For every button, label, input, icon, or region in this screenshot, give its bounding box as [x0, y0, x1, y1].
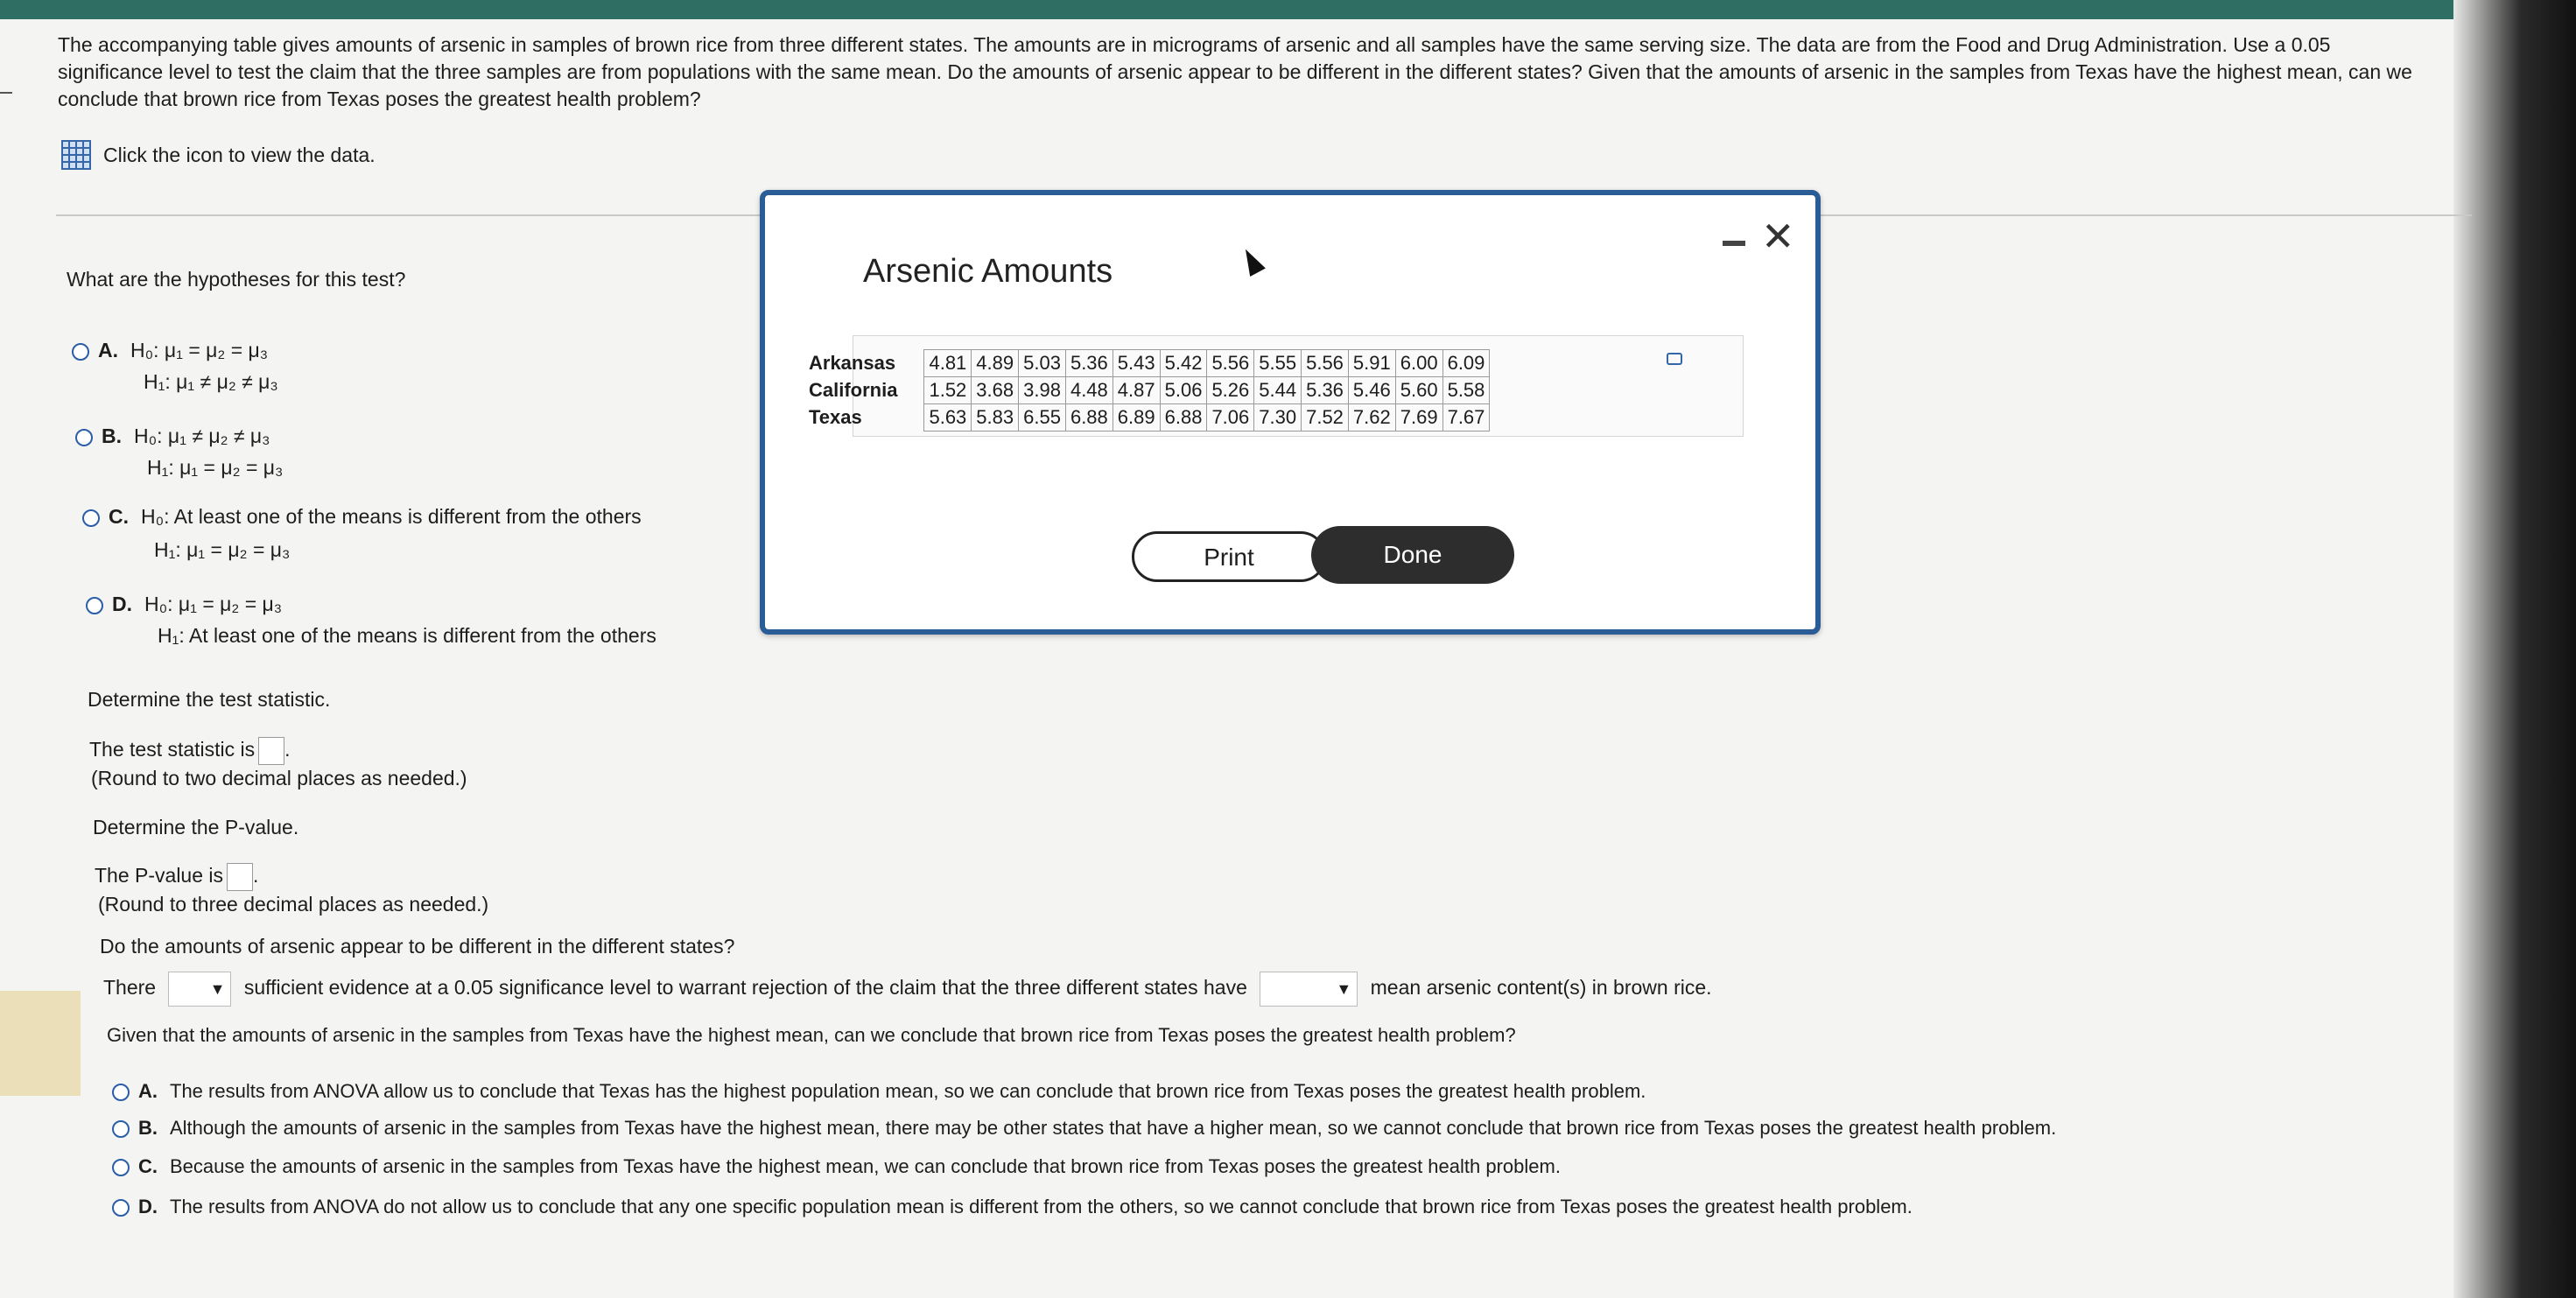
screen-edge — [2453, 0, 2576, 1298]
arsenic-data-modal — [760, 190, 1821, 635]
table-cell: 7.69 — [1395, 404, 1442, 431]
test-statistic-line: The test statistic is . — [89, 737, 291, 765]
hypothesis-option-b[interactable]: B. H₀: μ₁ ≠ μ₂ ≠ μ₃ H₁: μ₁ = μ₂ = μ₃ — [75, 418, 283, 485]
top-bar — [0, 0, 2576, 19]
table-cell: 3.98 — [1019, 377, 1066, 404]
dropdown-arrow-icon: ▼ — [1336, 980, 1352, 998]
table-cell: 4.89 — [972, 350, 1019, 377]
table-cell: 5.06 — [1160, 377, 1207, 404]
radio-button[interactable] — [112, 1159, 130, 1176]
left-side-tab — [0, 991, 81, 1096]
p-value-line: The P-value is . — [95, 863, 258, 891]
table-cell: 5.55 — [1254, 350, 1302, 377]
data-table-icon[interactable] — [61, 140, 91, 170]
p-value-round-note: (Round to three decimal places as needed.) — [98, 893, 489, 916]
view-data-link[interactable] — [61, 140, 376, 170]
collapse-handle[interactable] — [0, 92, 12, 94]
there-is-dropdown[interactable] — [168, 972, 231, 1007]
table-cell: 6.88 — [1160, 404, 1207, 431]
table-row — [809, 404, 1490, 431]
radio-button[interactable] — [112, 1199, 130, 1217]
table-cell: 5.58 — [1442, 377, 1490, 404]
table-cell: 5.44 — [1254, 377, 1302, 404]
problem-statement: The accompanying table gives amounts of arsenic in samples of brown rice from three different states. The amounts are in micrograms of arsenic and all samples have the same serving size. The data are from the Food and Drug Administration. Use a 0.05 significance level to test the claim that the three samples are from populations with the same mean. Do the amounts of arsenic appear to be different in the different states? Given that the amounts of arsenic in the samples from Texas have the highest mean, can we conclude that brown rice from Texas poses the greatest health problem? — [58, 33, 2412, 110]
state-label: Texas — [809, 406, 862, 428]
radio-button[interactable] — [112, 1084, 130, 1101]
copy-icon[interactable] — [1667, 353, 1682, 365]
table-cell: 5.91 — [1348, 350, 1395, 377]
table-cell: 5.26 — [1207, 377, 1254, 404]
table-cell: 7.52 — [1302, 404, 1349, 431]
table-cell: 5.56 — [1302, 350, 1349, 377]
minimize-icon[interactable] — [1723, 241, 1745, 246]
modal-title: Arsenic Amounts — [863, 253, 1113, 290]
close-icon[interactable]: ✕ — [1761, 214, 1795, 259]
state-label: California — [809, 379, 898, 401]
table-cell: 6.00 — [1395, 350, 1442, 377]
final-question: Given that the amounts of arsenic in the samples from Texas have the highest mean, can we conclude that brown rice from Texas poses the greatest health problem? — [107, 1024, 1516, 1046]
table-cell: 6.09 — [1442, 350, 1490, 377]
table-cell: 4.87 — [1113, 377, 1160, 404]
final-option-a[interactable]: A. The results from ANOVA allow us to conclude that Texas has the highest population mean, so we can conclude that brown rice from Texas poses the greatest health problem. — [112, 1080, 1646, 1103]
table-cell: 5.03 — [1019, 350, 1066, 377]
hypothesis-option-d[interactable]: D. H₀: μ₁ = μ₂ = μ₃ H₁: At least one of the means is different from the others — [86, 586, 656, 653]
table-cell: 6.55 — [1019, 404, 1066, 431]
dropdown-arrow-icon: ▼ — [209, 980, 226, 998]
table-cell: 5.36 — [1302, 377, 1349, 404]
radio-button[interactable] — [86, 597, 103, 614]
table-cell: 5.42 — [1160, 350, 1207, 377]
radio-button[interactable] — [82, 509, 100, 527]
final-option-b[interactable]: B. Although the amounts of arsenic in the samples from Texas have the highest mean, there may be other states that have a higher mean, so we cannot conclude that brown rice from Texas poses the greatest health problem. — [112, 1117, 2056, 1140]
state-label: Arkansas — [809, 352, 896, 374]
radio-button[interactable] — [75, 429, 93, 446]
table-cell: 5.63 — [924, 404, 972, 431]
table-cell: 6.88 — [1065, 404, 1113, 431]
table-cell: 6.89 — [1113, 404, 1160, 431]
table-cell: 1.52 — [924, 377, 972, 404]
test-statistic-input[interactable] — [258, 737, 284, 765]
table-row — [809, 377, 1490, 404]
table-cell: 5.56 — [1207, 350, 1254, 377]
arsenic-table — [809, 349, 1490, 431]
table-cell: 7.62 — [1348, 404, 1395, 431]
table-cell: 7.67 — [1442, 404, 1490, 431]
mean-content-dropdown[interactable] — [1260, 972, 1358, 1007]
table-cell: 5.46 — [1348, 377, 1395, 404]
radio-button[interactable] — [72, 343, 89, 361]
table-cell: 4.48 — [1065, 377, 1113, 404]
test-statistic-round-note: (Round to two decimal places as needed.) — [91, 767, 467, 789]
test-statistic-heading: Determine the test statistic. — [88, 688, 331, 711]
hypothesis-option-a[interactable]: A. H₀: μ₁ = μ₂ = μ₃ H₁: μ₁ ≠ μ₂ ≠ μ₃ — [72, 333, 278, 399]
hypotheses-question: What are the hypotheses for this test? — [67, 268, 406, 291]
table-cell: 7.30 — [1254, 404, 1302, 431]
hypothesis-option-c[interactable]: C. H₀: At least one of the means is different from the others H₁: μ₁ = μ₂ = μ₃ — [82, 499, 642, 567]
final-option-c[interactable]: C. Because the amounts of arsenic in the samples from Texas have the highest mean, we can conclude that brown rice from Texas poses the greatest health problem. — [112, 1155, 1561, 1178]
done-button[interactable]: Done — [1311, 526, 1514, 584]
p-value-input[interactable] — [227, 863, 253, 891]
print-button[interactable]: Print — [1132, 531, 1326, 582]
table-cell: 5.43 — [1113, 350, 1160, 377]
table-cell: 4.81 — [924, 350, 972, 377]
radio-button[interactable] — [112, 1120, 130, 1138]
conclusion-question: Do the amounts of arsenic appear to be different in the different states? — [100, 935, 735, 958]
table-cell: 3.68 — [972, 377, 1019, 404]
final-option-d[interactable]: D. The results from ANOVA do not allow us to conclude that any one specific population mean is different from the others, so we cannot conclude that brown rice from Texas poses the greatest health problem. — [112, 1196, 1913, 1218]
view-data-label: Click the icon to view the data. — [103, 143, 376, 166]
table-cell: 5.83 — [972, 404, 1019, 431]
table-cell: 5.60 — [1395, 377, 1442, 404]
p-value-heading: Determine the P-value. — [93, 816, 299, 838]
table-cell: 7.06 — [1207, 404, 1254, 431]
table-cell: 5.36 — [1065, 350, 1113, 377]
conclusion-sentence: There ▼ sufficient evidence at a 0.05 significance level to warrant rejection of the claim that the three different states have ▼ mean arsenic content(s) in brown rice. — [103, 972, 1712, 1007]
table-row — [809, 350, 1490, 377]
